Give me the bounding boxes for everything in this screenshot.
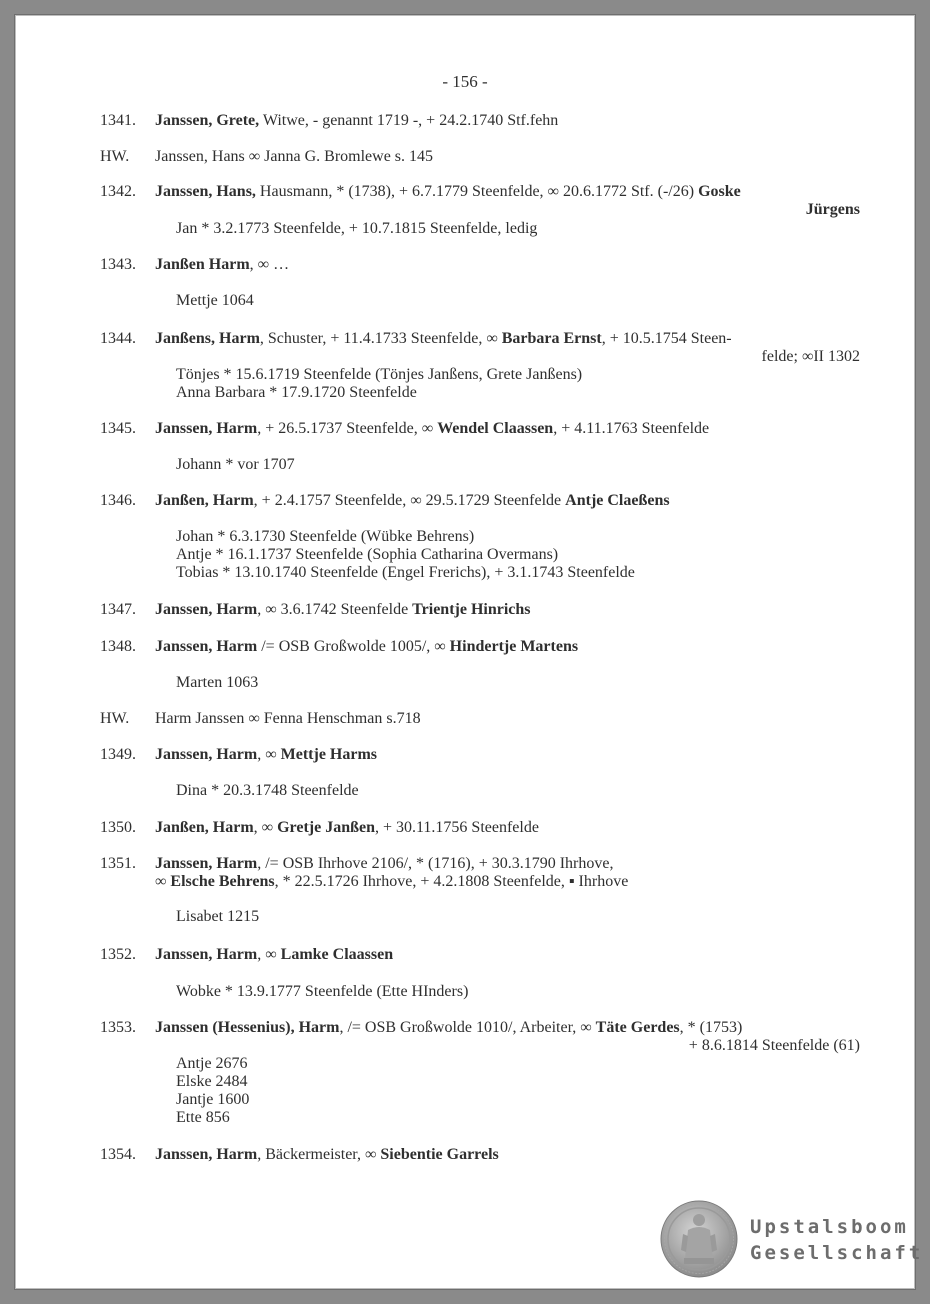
entry-number: 1343.: [100, 256, 136, 273]
entry-main-line: [155, 1146, 860, 1164]
spouse-name: Lamke Claassen: [280, 946, 394, 963]
child-line: Johan * 6.3.1730 Steenfelde (Wübke Behrens): [176, 528, 475, 545]
entry-name: Janssen, Harm: [155, 1146, 258, 1163]
spouse-name: Wendel Claassen: [437, 420, 554, 437]
entry-number: 1341.: [100, 112, 136, 129]
entry-continuation: [155, 201, 860, 219]
entry-details: , ∞: [257, 746, 281, 763]
entry-number: 1346.: [100, 492, 136, 509]
child-line: Antje 2676: [176, 1055, 248, 1072]
upstalsboom-seal-icon: [660, 1200, 738, 1278]
entry-details: , + 30.11.1756 Steenfelde: [375, 819, 539, 836]
entry-name: Janssen, Harm: [155, 946, 258, 963]
entry-details: , ∞ 3.6.1742 Steenfelde: [257, 601, 413, 618]
entry-details: , /= OSB Großwolde 1010/, Arbeiter, ∞: [339, 1019, 596, 1036]
entry-name: Janssen, Harm: [155, 638, 258, 655]
spouse-name: Antje Claeßens: [565, 492, 670, 509]
spouse-name: Trientje Hinrichs: [412, 601, 531, 618]
entry-details: Hausmann, * (1738), + 6.7.1779 Steenfelde, ∞ 20.6.1772 Stf. (-/26): [255, 183, 699, 200]
entry-continuation: + 8.6.1814 Steenfelde (61): [688, 1037, 860, 1054]
entry-main-line: [155, 638, 860, 656]
child-line: Antje * 16.1.1737 Steenfelde (Sophia Catharina Overmans): [176, 546, 559, 563]
entry-number: 1352.: [100, 946, 136, 963]
child-line: Mettje 1064: [176, 292, 254, 309]
entry-name: Janssen, Harm: [155, 855, 258, 872]
entry-number: 1347.: [100, 601, 136, 618]
spouse-name: Täte Gerdes: [595, 1019, 680, 1036]
entry-number: 1342.: [100, 183, 136, 200]
entry-main-line: [155, 819, 860, 837]
entry-main-line: [155, 1019, 860, 1037]
entry-details: , Bäckermeister, ∞: [257, 1146, 381, 1163]
child-line: Marten 1063: [176, 674, 259, 691]
entry-details: , * 22.5.1726 Ihrhove, + 4.2.1808 Steenfelde, ▪ Ihrhove: [274, 873, 629, 890]
entry-number: HW.: [100, 710, 130, 727]
entry-name: Janssen, Hans,: [155, 183, 256, 200]
entry-details: , + 10.5.1754 Steen-: [601, 330, 732, 347]
spouse-name: Siebentie Garrels: [380, 1146, 499, 1163]
entry-main-line: [155, 946, 860, 964]
entry-main-line: [155, 256, 860, 274]
entry-main-line: [155, 746, 860, 764]
entry-main-line: Janssen, Hans ∞ Janna G. Bromlewe s. 145: [155, 148, 434, 165]
entry-name: Janßen Harm: [155, 256, 250, 273]
entry-number: 1354.: [100, 1146, 136, 1163]
spouse-name: Barbara Ernst: [501, 330, 602, 347]
child-line: Dina * 20.3.1748 Steenfelde: [176, 782, 359, 799]
child-line: Tönjes * 15.6.1719 Steenfelde (Tönjes Janßens, Grete Janßens): [176, 366, 583, 383]
entry-main-line: [155, 112, 860, 130]
entry-name: Janßen, Harm: [155, 492, 254, 509]
child-line: Jantje 1600: [176, 1091, 250, 1108]
entry-details: , ∞ …: [249, 256, 290, 273]
spouse-name: Mettje Harms: [280, 746, 378, 763]
entry-main-line: Harm Janssen ∞ Fenna Henschman s.718: [155, 710, 421, 727]
entry-name: Janssen, Harm: [155, 601, 258, 618]
entry-number: 1345.: [100, 420, 136, 437]
entry-details: , /= OSB Ihrhove 2106/, * (1716), + 30.3.1790 Ihrhove,: [257, 855, 614, 872]
entry-number: HW.: [100, 148, 130, 165]
entry-details: /= OSB Großwolde 1005/, ∞: [257, 638, 450, 655]
entry-details: , + 4.11.1763 Steenfelde: [553, 420, 710, 437]
entry-main-line: [155, 855, 860, 873]
entry-name: Janßens, Harm: [155, 330, 260, 347]
entry-details: , * (1753): [679, 1019, 743, 1036]
entry-details: , + 26.5.1737 Steenfelde, ∞: [257, 420, 438, 437]
entry-main-line: [155, 492, 860, 510]
spouse-name: Hindertje Martens: [449, 638, 579, 655]
child-line: Anna Barbara * 17.9.1720 Steenfelde: [176, 384, 417, 401]
entry-continuation: felde; ∞II 1302: [761, 348, 860, 365]
child-line: Tobias * 13.10.1740 Steenfelde (Engel Frerichs), + 3.1.1743 Steenfelde: [176, 564, 635, 581]
entry-main-line: [155, 330, 860, 348]
spouse-name-cont: Jürgens: [805, 201, 860, 218]
child-line: Elske 2484: [176, 1073, 248, 1090]
entry-continuation: [155, 873, 860, 891]
logo-text-line2: Gesellschaft: [750, 1242, 924, 1264]
child-line: Lisabet 1215: [176, 908, 260, 925]
child-line: Johann * vor 1707: [176, 456, 295, 473]
entry-name: Janßen, Harm: [155, 819, 254, 836]
entry-number: 1348.: [100, 638, 136, 655]
entry-name: Janssen (Hessenius), Harm: [155, 1019, 340, 1036]
entry-details: , Schuster, + 11.4.1733 Steenfelde, ∞: [259, 330, 502, 347]
entry-number: 1344.: [100, 330, 136, 347]
spouse-name: Gretje Janßen: [277, 819, 375, 836]
page-number: - 156 -: [442, 72, 488, 91]
entry-number: 1350.: [100, 819, 136, 836]
entry-main-line: [155, 183, 860, 201]
entry-number: 1353.: [100, 1019, 136, 1036]
entry-main-line: [155, 601, 860, 619]
entry-number: 1349.: [100, 746, 136, 763]
child-line: Jan * 3.2.1773 Steenfelde, + 10.7.1815 Steenfelde, ledig: [176, 220, 538, 237]
entry-details: , ∞: [253, 819, 278, 836]
entry-details: Witwe, - genannt 1719 -, + 24.2.1740 Stf.fehn: [259, 112, 559, 129]
logo-text-line1: Upstalsboom: [750, 1216, 909, 1238]
entry-details: , + 2.4.1757 Steenfelde, ∞ 29.5.1729 Steenfelde: [253, 492, 566, 509]
spouse-name: Elsche Behrens: [170, 873, 275, 890]
spouse-name: Goske: [698, 183, 741, 200]
entry-name: Janssen, Grete,: [155, 112, 260, 129]
marriage-symbol: ∞: [155, 873, 171, 890]
entry-name: Janssen, Harm: [155, 420, 258, 437]
child-line: Ette 856: [176, 1109, 230, 1126]
entry-name: Janssen, Harm: [155, 746, 258, 763]
entry-main-line: [155, 420, 860, 438]
entry-details: , ∞: [257, 946, 281, 963]
child-line: Wobke * 13.9.1777 Steenfelde (Ette HInders): [176, 983, 469, 1000]
entry-number: 1351.: [100, 855, 136, 872]
